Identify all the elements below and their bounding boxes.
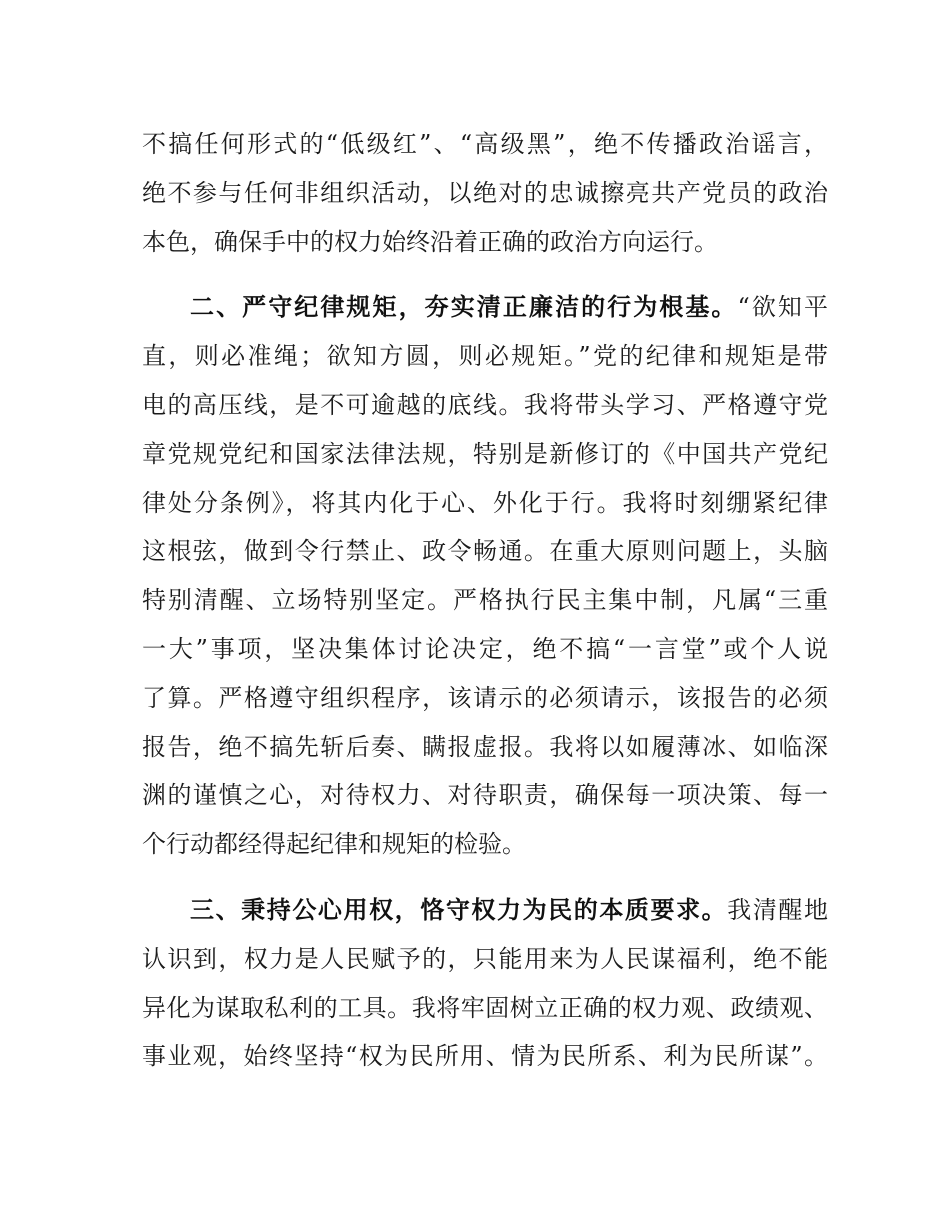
text-line: 绝不参与任何非组织活动，以绝对的忠诚擦亮共产党员的政治 <box>142 178 828 207</box>
text-line: 报告，绝不搞先斩后奏、瞒报虚报。我将以如履薄冰、如临深 <box>142 732 828 761</box>
text-line: 本色，确保手中的权力始终沿着正确的政治方向运行。 <box>142 227 718 256</box>
text-line: 了算。严格遵守组织程序，该请示的必须请示，该报告的必须 <box>142 683 828 712</box>
text-line: 不搞任何形式的“低级红”、“高级黑”，绝不传播政治谣言， <box>142 130 828 158</box>
text-line: 事业观，始终坚持“权为民所用、情为民所系、利为民所谋”。 <box>142 1042 828 1071</box>
text-line: 个行动都经得起纪律和规矩的检验。 <box>142 830 526 859</box>
text-line: 一大”事项，坚决集体讨论决定，绝不搞“一言堂”或个人说 <box>142 634 828 663</box>
text-line: 直，则必准绳；欲知方圆，则必规矩。”党的纪律和规矩是带 <box>142 342 828 371</box>
section-heading: 二、严守纪律规矩，夯实清正廉洁的行为根基。 <box>190 293 738 322</box>
text-line: 特别清醒、立场特别坚定。严格执行民主集中制，凡属“三重 <box>142 586 828 615</box>
paragraph-continuation <box>142 120 828 266</box>
first-line <box>142 283 828 332</box>
paragraph-section-3 <box>142 886 828 1081</box>
text-line: 异化为谋取私利的工具。我将牢固树立正确的权力观、政绩观、 <box>142 993 828 1022</box>
text-line: 这根弦，做到令行禁止、政令畅通。在重大原则问题上，头脑 <box>142 537 828 566</box>
text-line: 认识到，权力是人民赋予的，只能用来为人民谋福利，绝不能 <box>142 944 828 973</box>
paragraph-section-2 <box>142 283 828 869</box>
section-heading: 三、秉持公心用权，恪守权力为民的本质要求。 <box>190 895 728 924</box>
text-line: 律处分条例》，将其内化于心、外化于行。我将时刻绷紧纪律 <box>142 488 828 517</box>
first-line <box>142 886 828 935</box>
text-run: “欲知平 <box>737 293 828 322</box>
text-line: 章党规党纪和国家法律法规，特别是新修订的《中国共产党纪 <box>142 439 828 468</box>
text-line: 渊的谨慎之心，对待权力、对待职责，确保每一项决策、每一 <box>142 781 828 810</box>
document-page <box>142 120 828 1081</box>
text-line: 电的高压线，是不可逾越的底线。我将带头学习、严格遵守党 <box>142 390 828 419</box>
text-run: 我清醒地 <box>727 895 828 924</box>
